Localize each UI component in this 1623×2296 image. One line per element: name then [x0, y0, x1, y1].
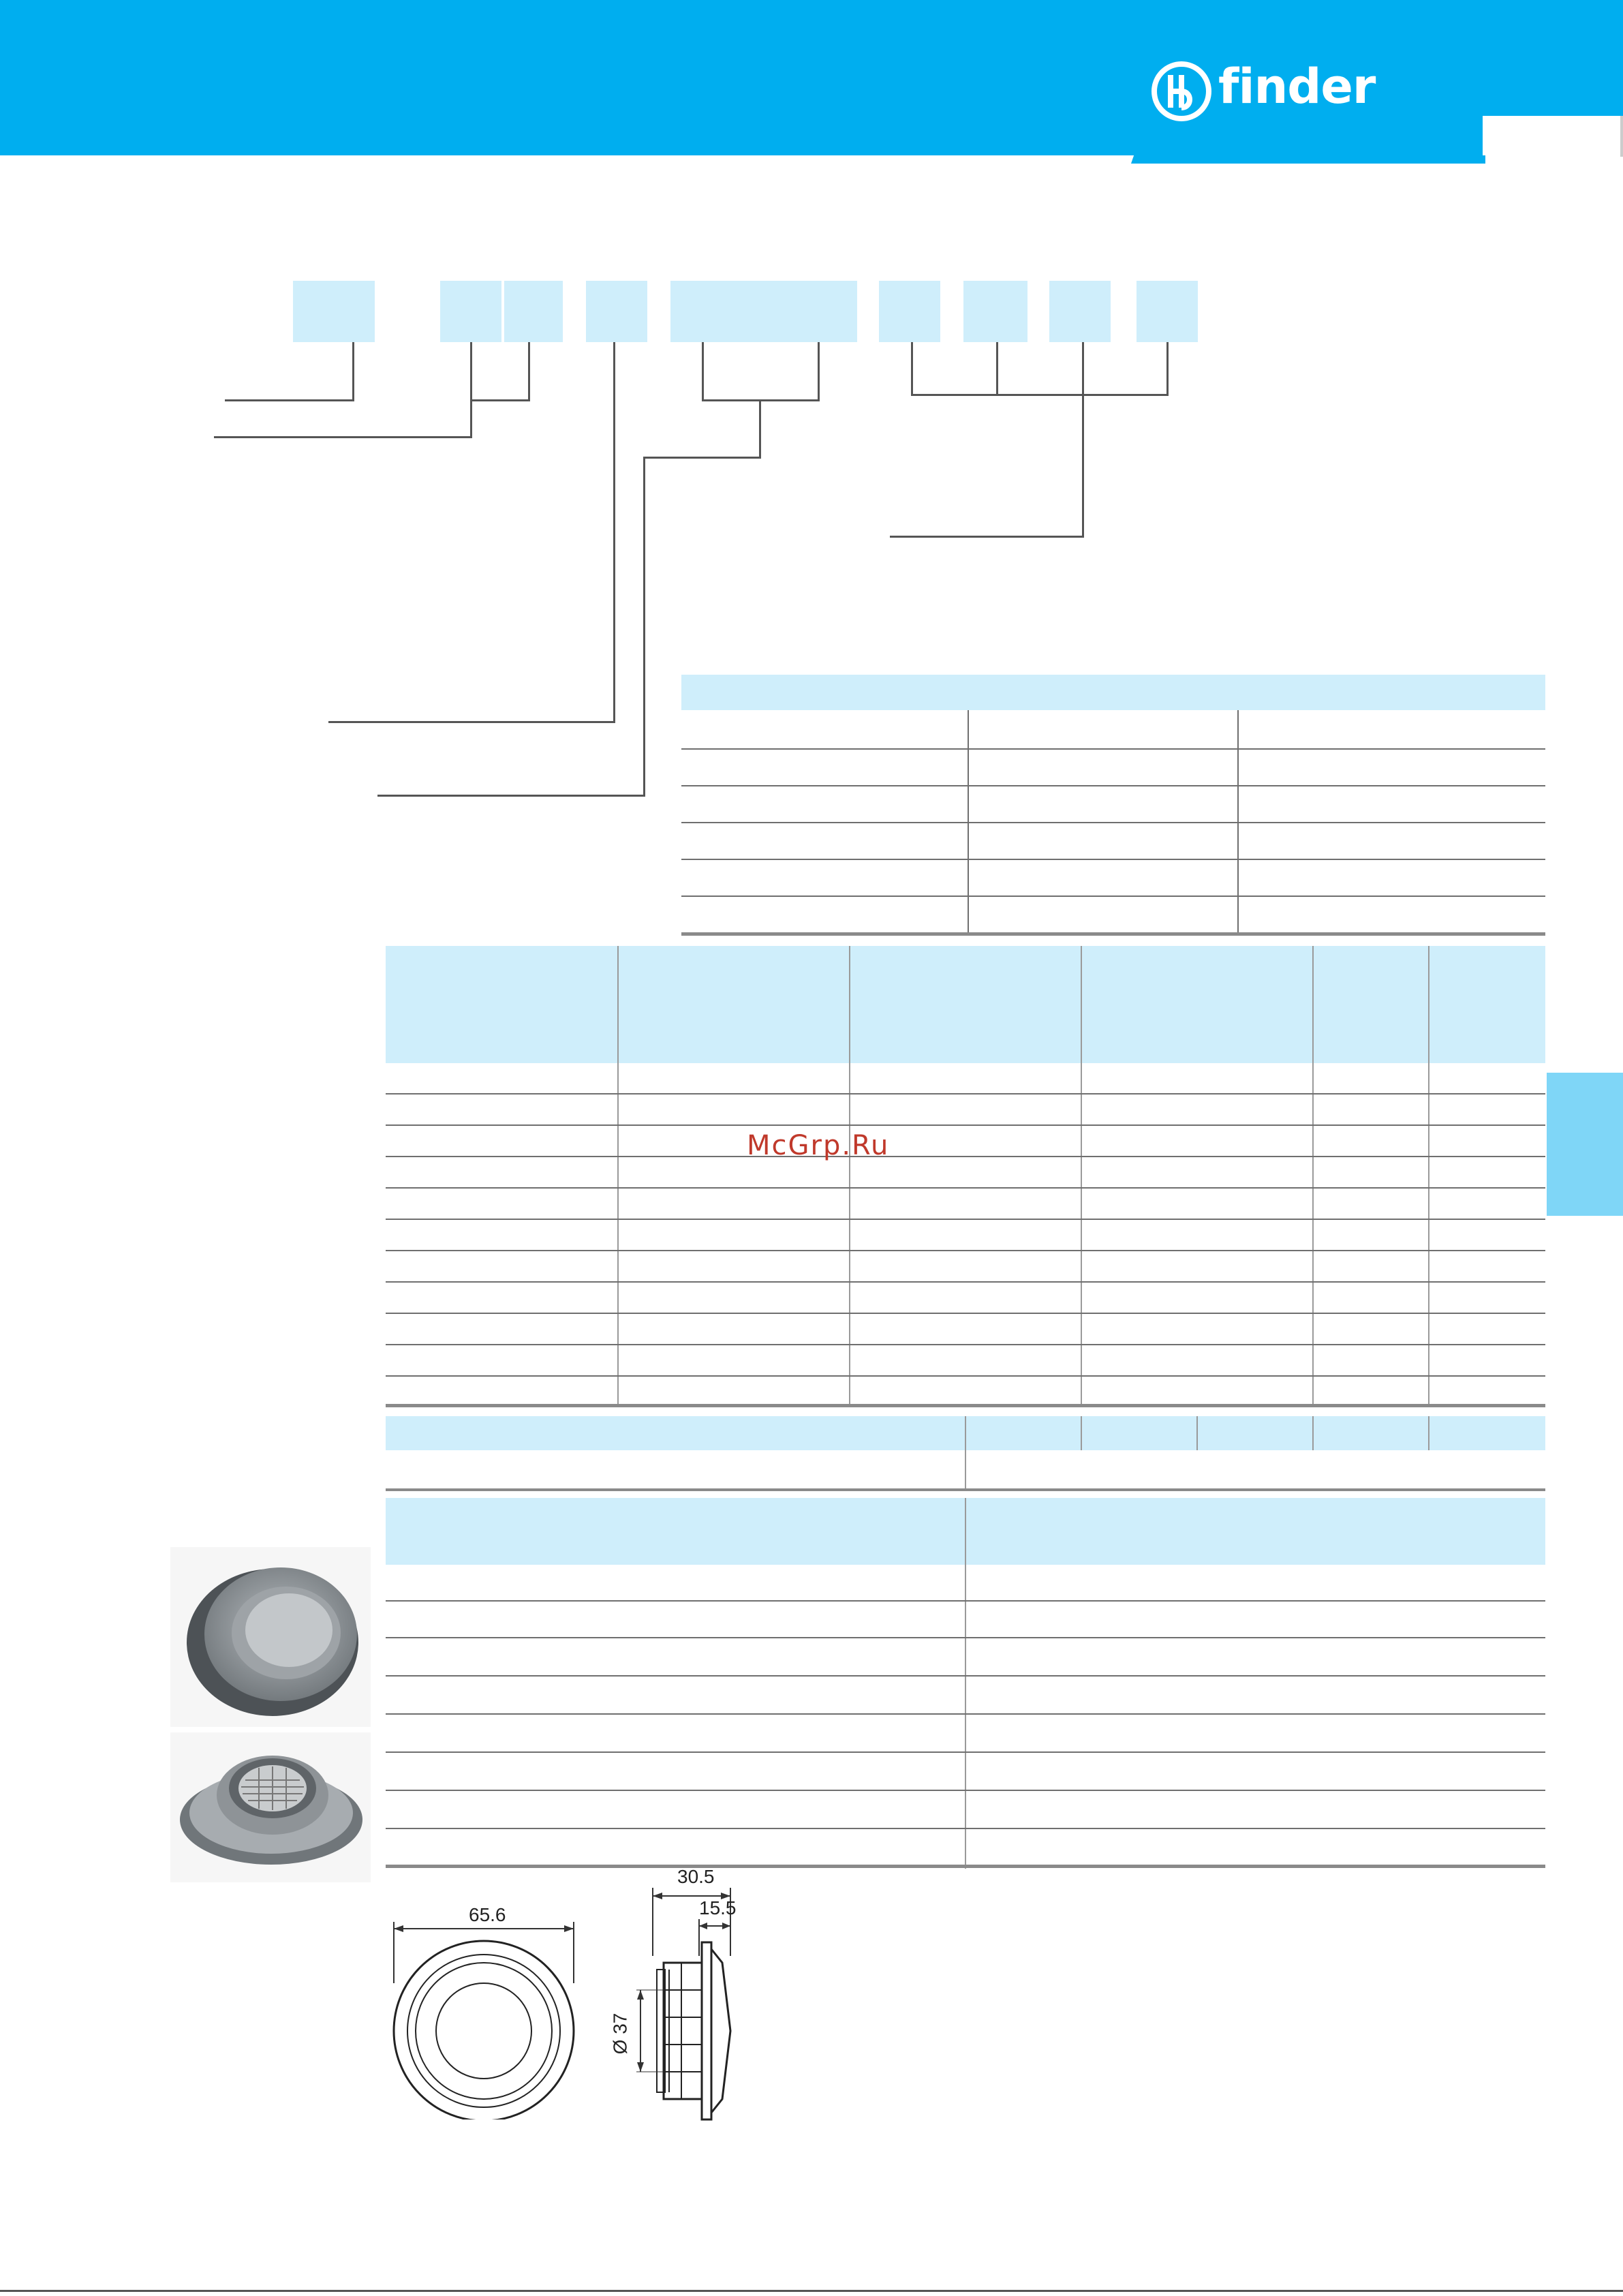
- dim-front-diameter: 65.6: [469, 1904, 506, 1925]
- dim-depth-flange: 15.5: [699, 1897, 737, 1918]
- header-right-tab: [1483, 0, 1623, 116]
- watermark-text: McGrp.Ru: [747, 1130, 890, 1161]
- footer-rule: [0, 2290, 1623, 2292]
- drawing-side-view: [609, 1866, 749, 2126]
- brand-name: finder: [1218, 59, 1376, 114]
- code-box-9: [1137, 281, 1198, 342]
- code-box-8: [1049, 281, 1111, 342]
- code-box-5: [670, 281, 857, 342]
- product-photo-front: [170, 1547, 371, 1727]
- finder-logo-icon: [1150, 60, 1213, 123]
- code-box-3: [504, 281, 563, 342]
- side-section-tab[interactable]: [1547, 1073, 1623, 1216]
- table-1-header: [681, 675, 1545, 710]
- table-2-header: [386, 946, 1545, 1063]
- header-right-gap: [1483, 116, 1623, 155]
- code-box-2: [440, 281, 501, 342]
- header-right-edge: [1620, 116, 1623, 157]
- code-box-7: [963, 281, 1027, 342]
- drawing-front-view: [382, 1901, 586, 2119]
- finder-logo: [1150, 60, 1382, 125]
- dim-depth-total: 30.5: [677, 1866, 715, 1887]
- dim-thread-diameter: Ø 37: [609, 2012, 631, 2055]
- code-box-1: [293, 281, 375, 342]
- product-photo-back: [170, 1732, 371, 1882]
- code-box-6: [879, 281, 940, 342]
- code-box-4: [586, 281, 647, 342]
